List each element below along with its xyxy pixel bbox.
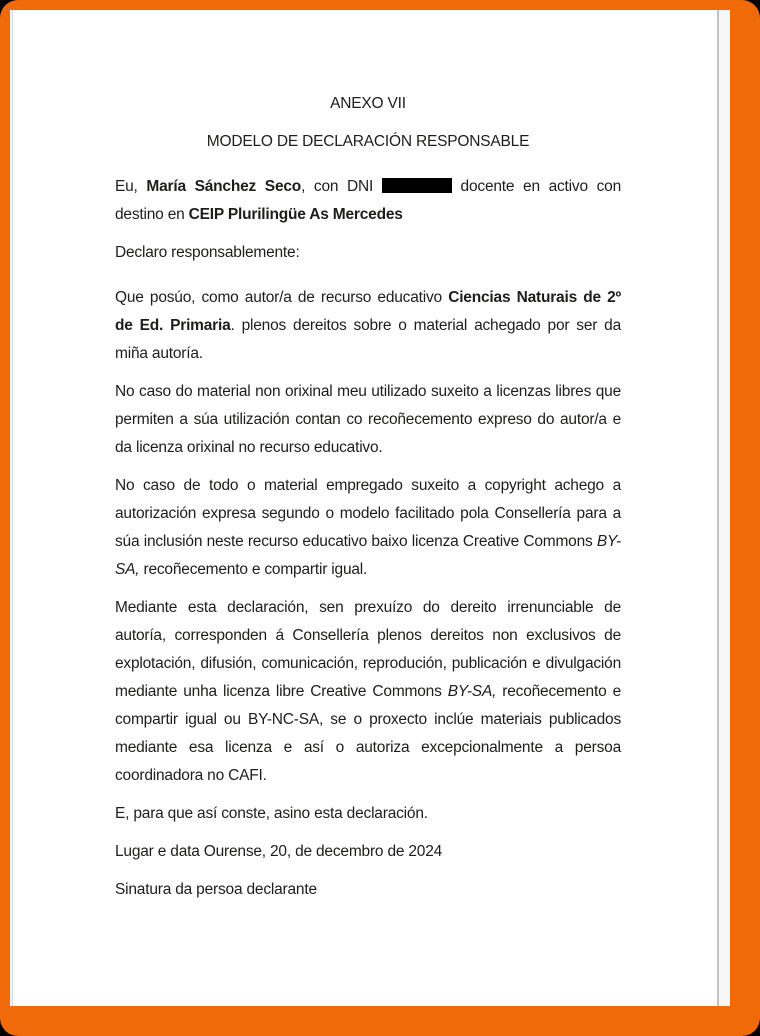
dni-redaction-box [382, 178, 452, 193]
text-run: . plenos dereitos sobre o material achegado por ser da miña autoría. [115, 317, 621, 362]
text-run: E, para que así conste, asino esta declaración. [115, 805, 428, 822]
text-run: , con DNI [301, 178, 382, 195]
paragraph-conste [115, 800, 621, 828]
document-subheading: MODELO DE DECLARACIÓN RESPONSABLE [206, 133, 530, 150]
text-run: Mediante esta declaración, sen prexuízo do dereito irrenunciable de autoría, corresponden á Consellería plenos dereitos non exclusivos de explotación, difusión, comunicación, reprodución, publicación e divulgación mediante unha licenza libre Creative Commons [115, 599, 621, 700]
text-run: Declaro responsablemente: [115, 244, 300, 261]
scrollbar-track[interactable] [720, 10, 730, 1006]
document-viewport [10, 10, 730, 1006]
paragraph-sinatura [115, 876, 621, 904]
document-heading: ANEXO VII [330, 95, 406, 112]
text-run: Que posúo, como autor/a de recurso educativo [115, 289, 449, 306]
text-run: docente en activo con destino en [115, 178, 621, 223]
text-run: Eu, [115, 178, 147, 195]
text-run: No caso do material non orixinal meu utilizado suxeito a licenzas libres que permiten a súa utilización contan co recoñecemento expreso do autor/a e da licenza orixinal no recurso educativo. [115, 383, 621, 456]
paragraph-posuo-autoria [115, 284, 621, 368]
paragraph-copyright [115, 472, 621, 584]
paragraph-cesion-dereitos [115, 594, 621, 790]
document-content [13, 10, 717, 904]
text-run: recoñecemento e compartir igual ou BY-NC-SA, se o proxecto inclúe materiais publicados mediante esa licenza e así o autoriza excepcionalmente a persoa coordinadora no CAFI. [115, 683, 621, 784]
paragraph-lugar-data [115, 838, 621, 866]
text-run: No caso de todo o material empregado suxeito a copyright achego a autorización expresa segundo o modelo facilitado pola Consellería para a súa inclusión neste recurso educativo baixo licenza Creative Commons [115, 477, 621, 550]
text-run: BY-SA, [447, 683, 497, 700]
paragraph-intro [115, 173, 621, 229]
paragraph-licenzas-libres [115, 378, 621, 462]
document-page [12, 10, 719, 1006]
paragraph-declaro [115, 239, 621, 267]
text-run: Ciencias Naturais de 2º de Ed. Primaria [115, 289, 622, 334]
text-run: Sinatura da persoa declarante [115, 881, 317, 898]
text-run: Lugar e data Ourense, 20, de decembro de 2024 [115, 843, 443, 860]
text-run: María Sánchez Seco [146, 178, 302, 195]
text-run: CEIP Plurilingüe As Mercedes [188, 206, 403, 223]
text-run: recoñecemento e compartir igual. [139, 561, 368, 578]
text-run: BY-SA, [115, 533, 621, 578]
